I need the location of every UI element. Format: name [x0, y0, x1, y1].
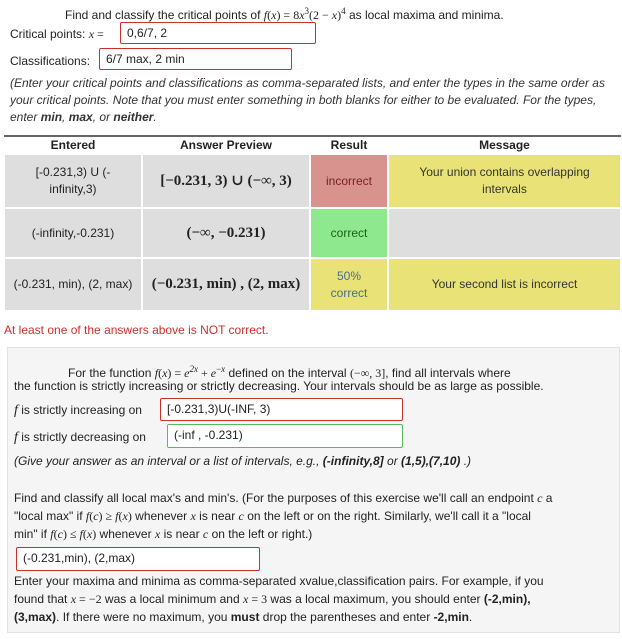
- critical-points-input[interactable]: 0,6/7, 2: [120, 22, 316, 44]
- answer-format-hint: (Enter your critical points and classifications as comma-separated lists, and enter the types in the same order as your critical points. Note that you must enter something in both blanks for either to be evaluated. For the types, enter min, max, or neither.: [10, 76, 605, 124]
- problem-intro: For the function $f(x) = e^{2x} + e^{-x}$ defined on the interval (−∞, 3], find all intervals where: [68, 364, 511, 380]
- message-cell: Your union contains overlapping intervals: [388, 154, 621, 208]
- header-answer-preview: Answer Preview: [142, 136, 310, 154]
- results-table: [3, 135, 622, 312]
- critical-points-label: Critical points: x =: [10, 27, 104, 41]
- preview-cell: (−∞, −0.231): [142, 208, 310, 258]
- interval-format-hint: (Give your answer as an interval or a list of intervals, e.g., (-infinity,8] or (1,5),(7,10) .): [14, 454, 472, 468]
- results-header-row: [4, 136, 621, 154]
- message-cell: [388, 208, 621, 258]
- problem-intro: Find and classify the critical points of $f(x) = 8x^3(2 - x)^4$ as local maxima and minima.: [65, 6, 504, 22]
- entered-cell: [-0.231,3) U (-infinity,3): [4, 154, 142, 208]
- preview-cell: [−0.231, 3) ∪ (−∞, 3): [142, 154, 310, 208]
- entered-cell: (-0.231, min), (2, max): [4, 258, 142, 311]
- header-entered: Entered: [4, 136, 142, 154]
- preview-cell: (−0.231, min) , (2, max): [142, 258, 310, 311]
- result-cell: correct: [310, 208, 388, 258]
- local-extrema-instructions: Find and classify all local max's and min's. (For the purposes of this exercise we'll call an endpoint c a: [14, 491, 553, 505]
- increasing-label: f is strictly increasing on: [14, 403, 142, 418]
- local-extrema-input[interactable]: (-0.231,min), (2,max): [16, 547, 260, 571]
- extrema-format-instructions: Enter your maxima and minima as comma-separated xvalue,classification pairs. For example, if you: [14, 574, 544, 588]
- classifications-label: Classifications:: [10, 54, 91, 68]
- table-row: [4, 208, 621, 258]
- result-cell: incorrect: [310, 154, 388, 208]
- decreasing-label: f is strictly decreasing on: [14, 430, 146, 445]
- entered-cell: (-infinity,-0.231): [4, 208, 142, 258]
- previous-problem-section: [0, 0, 622, 130]
- result-cell: 50% correct: [310, 258, 388, 311]
- message-cell: Your second list is incorrect: [388, 258, 621, 311]
- function-expression: f: [263, 8, 268, 22]
- problem-box: For the function $f(x) = e^{2x} + e^{-x}$ defined on the interval (−∞, 3], find all intervals where the function is strictly increasing or strictly decreasing. Your intervals should be as large as possible. f is strictly increasing on [-0.231,3)U(-INF, 3) f is strictly decreasing on (-inf , -0.231) (Give your answer as an interval or a list of intervals, e.g., (-infinity,8] or (1,5),(7,10) .) Find and classify all local max's and min's. (For the purposes of this exercise we'll call an endpoint c a "local max" if f(c) ≥ f(x) whenever x is near c on the left or on the right. Similarly, we'll call it a "local min" if f(c) ≤ f(x) whenever x is near c on the left or right.) (-0.231,min), (2,max) Enter your maxima and minima as comma-separated xvalue,classification pairs. For example, if you found that x = −2 was a local minimum and x = 3 was a local maximum, you should enter (-2,min), (3,max). If there were no maximum, you must drop the parentheses and enter -2,min.: [7, 347, 620, 633]
- table-row: [4, 154, 621, 208]
- header-result: Result: [310, 136, 388, 154]
- increasing-input[interactable]: [-0.231,3)U(-INF, 3): [160, 398, 403, 421]
- table-row: [4, 258, 621, 311]
- classifications-input[interactable]: 6/7 max, 2 min: [99, 48, 292, 70]
- decreasing-input[interactable]: (-inf , -0.231): [167, 424, 403, 448]
- warning-message: At least one of the answers above is NOT correct.: [4, 323, 269, 337]
- header-message: Message: [388, 136, 621, 154]
